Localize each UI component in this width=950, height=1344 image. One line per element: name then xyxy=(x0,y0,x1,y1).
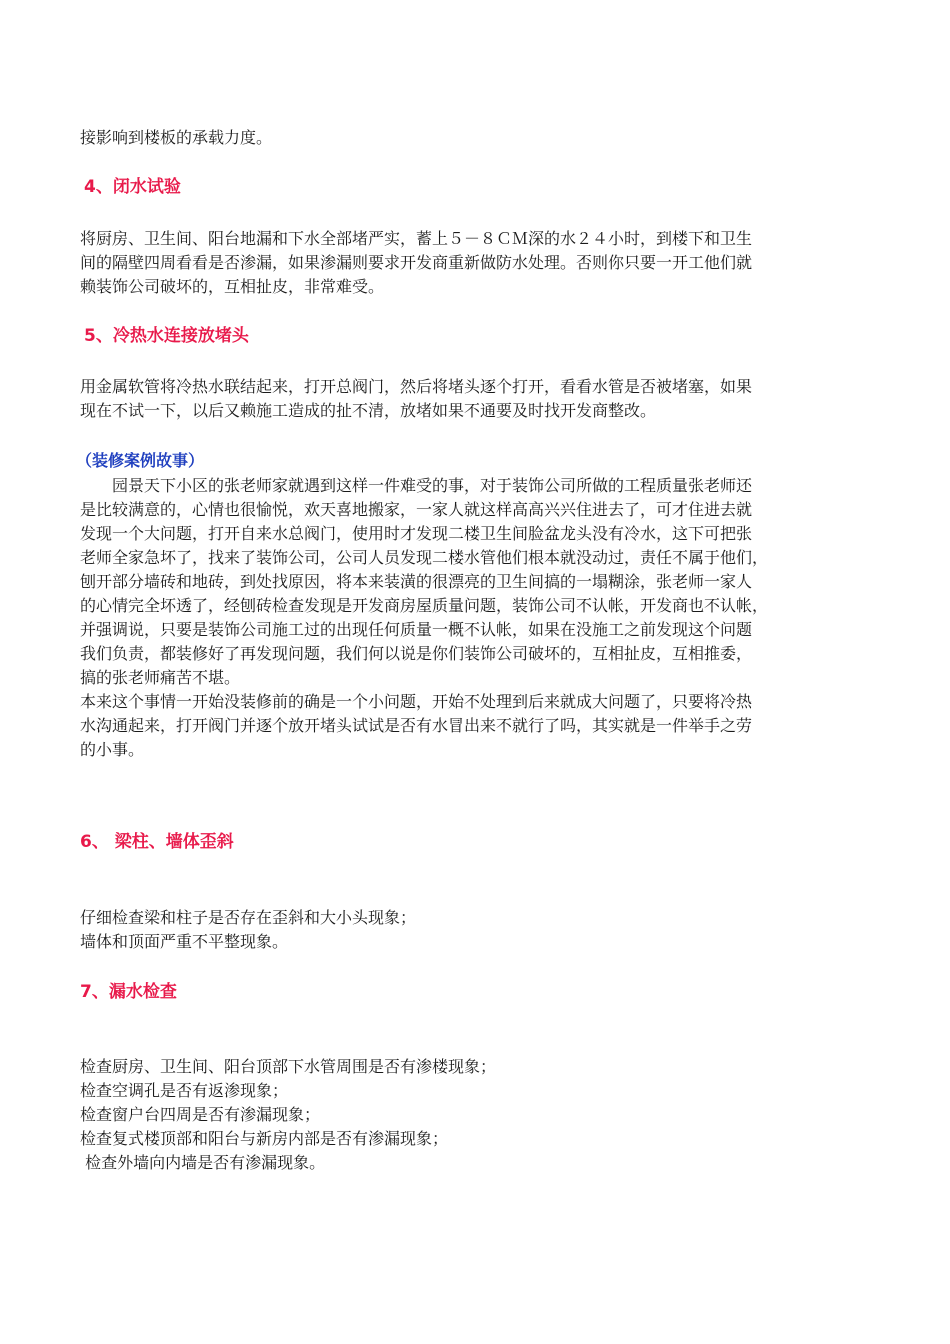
text-line: 接影响到楼板的承载力度。 xyxy=(80,128,273,147)
text-line: 搞的张老师痛苦不堪。 xyxy=(80,668,241,687)
intro-paragraph xyxy=(80,126,885,150)
text-line: 老师全家急坏了，找来了装饰公司，公司人员发现二楼水管他们根本就没动过，责任不属于他们， xyxy=(80,548,769,567)
case-story-title: （装修案例故事） xyxy=(76,451,205,470)
text-line: 的心情完全坏透了，经刨砖检查发现是开发商房屋质量问题，装饰公司不认帐，开发商也不认帐， xyxy=(80,596,769,615)
section-7-heading: 7、漏水检查 xyxy=(80,982,177,1002)
section-5-paragraph xyxy=(80,375,885,423)
text-line: 现在不试一下，以后又赖施工造成的扯不清，放堵如果不通要及时找开发商整改。 xyxy=(80,401,657,420)
list-item: 仔细检查梁和柱子是否存在歪斜和大小头现象； xyxy=(80,908,417,927)
section-5-heading: 5、冷热水连接放堵头 xyxy=(84,326,249,346)
section-4-heading: 4、闭水试验 xyxy=(84,177,181,197)
text-line: 赖装饰公司破坏的，互相扯皮，非常难受。 xyxy=(80,277,385,296)
list-item: 墙体和顶面严重不平整现象。 xyxy=(80,932,289,951)
text-line: 本来这个事情一开始没装修前的确是一个小问题，开始不处理到后来就成大问题了，只要将冷热 xyxy=(80,692,753,711)
text-line: 间的隔壁四周看看是否渗漏，如果渗漏则要求开发商重新做防水处理。否则你只要一开工他们就 xyxy=(80,253,753,272)
text-line: 园景天下小区的张老师家就遇到这样一件难受的事，对于装饰公司所做的工程质量张老师还 xyxy=(80,476,753,495)
text-line: 发现一个大问题，打开自来水总阀门，使用时才发现二楼卫生间脸盆龙头没有冷水，这下可把张 xyxy=(80,524,753,543)
text-line: 我们负责，都装修好了再发现问题，我们何以说是你们装饰公司破坏的，互相扯皮，互相推委， xyxy=(80,644,753,663)
text-line: 的小事。 xyxy=(80,740,145,759)
text-line: 用金属软管将冷热水联结起来，打开总阀门，然后将堵头逐个打开，看看水管是否被堵塞，如果 xyxy=(80,377,753,396)
list-item: 检查窗户台四周是否有渗漏现象； xyxy=(80,1105,321,1124)
text-line: 是比较满意的，心情也很愉悦，欢天喜地搬家，一家人就这样高高兴兴住进去了，可才住进去就 xyxy=(80,500,753,519)
section-7-list xyxy=(80,1055,885,1175)
text-line: 并强调说，只要是装饰公司施工过的出现任何质量一概不认帐，如果在没施工之前发现这个问题 xyxy=(80,620,753,639)
section-6-heading: 6、 梁柱、墙体歪斜 xyxy=(80,832,234,852)
text-line: 刨开部分墙砖和地砖，到处找原因，将本来装潢的很漂亮的卫生间搞的一塌糊涂，张老师一家人 xyxy=(80,572,753,591)
list-item: 检查空调孔是否有返渗现象； xyxy=(80,1081,289,1100)
text-line: 水沟通起来，打开阀门并逐个放开堵头试试是否有水冒出来不就行了吗，其实就是一件举手之劳 xyxy=(80,716,753,735)
list-item: 检查厨房、卫生间、阳台顶部下水管周围是否有渗楼现象； xyxy=(80,1057,497,1076)
text-line: 将厨房、卫生间、阳台地漏和下水全部堵严实，蓄上５－８ＣＭ深的水２４小时，到楼下和卫生 xyxy=(80,229,753,248)
section-6-list xyxy=(80,906,885,954)
list-item: 检查复式楼顶部和阳台与新房内部是否有渗漏现象； xyxy=(80,1129,449,1148)
section-4-paragraph xyxy=(80,227,885,299)
case-story-paragraph xyxy=(80,474,885,762)
list-item: 检查外墙向内墙是否有渗漏现象。 xyxy=(80,1153,326,1172)
